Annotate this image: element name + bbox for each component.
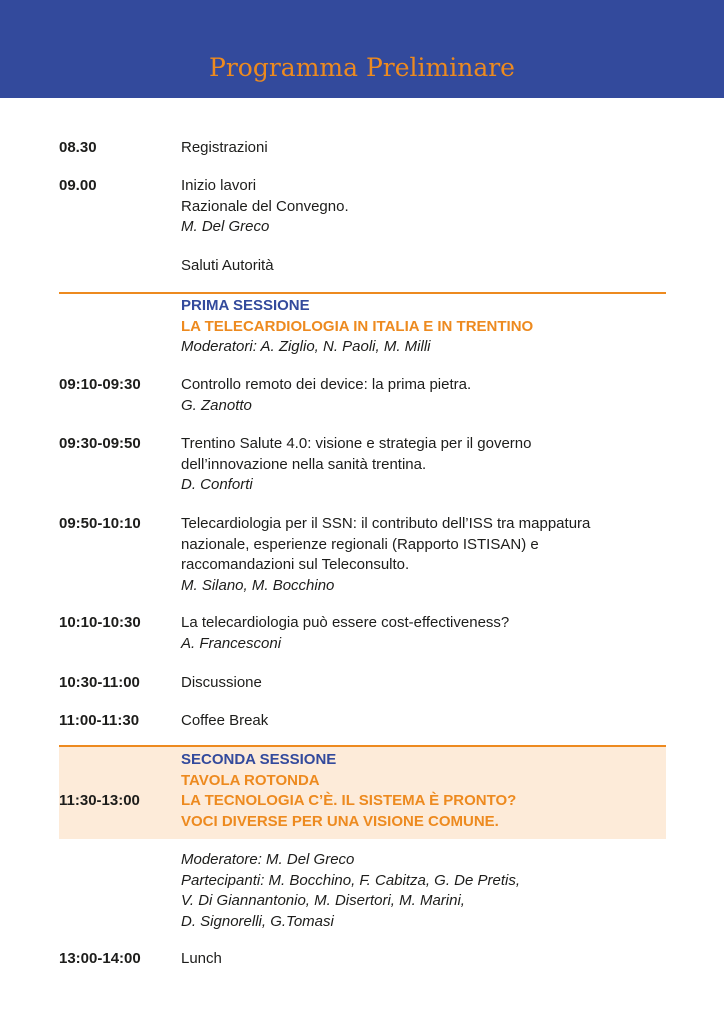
- moderators: Moderatori: A. Ziglio, N. Paoli, M. Milli: [181, 338, 431, 355]
- page-title: Programma Preliminare: [209, 53, 515, 82]
- session-label: PRIMA SESSIONE: [181, 297, 310, 314]
- item-title: Discussione: [181, 674, 262, 691]
- time-slot: 11:30-13:00: [59, 792, 140, 809]
- item-title: nazionale, esperienze regionali (Rapporto ISTISAN) e: [181, 535, 539, 553]
- time-slot: 09:50-10:10: [59, 515, 141, 532]
- item-title: raccomandazioni sul Teleconsulto.: [181, 556, 410, 573]
- item-title: La telecardiologia può essere cost-effectiveness?: [181, 614, 510, 631]
- header-banner: [0, 0, 724, 98]
- item-title: Coffee Break: [181, 712, 269, 729]
- time-slot: 08.30: [59, 139, 97, 156]
- time-slot: 09:10-09:30: [59, 376, 141, 393]
- item-title: Razionale del Convegno.: [181, 197, 349, 215]
- time-slot: 09.00: [59, 177, 97, 194]
- session-title: LA TECNOLOGIA C’È. IL SISTEMA È PRONTO?: [181, 792, 517, 809]
- moderators: Moderatore: M. Del Greco: [181, 851, 355, 868]
- item-title: Trentino Salute 4.0: visione e strategia per il governo: [181, 435, 532, 452]
- item-title: dell’innovazione nella sanità trentina.: [181, 455, 427, 473]
- time-slot: 10:30-11:00: [59, 674, 140, 691]
- participants: D. Signorelli, G.Tomasi: [181, 912, 334, 930]
- speaker: A. Francesconi: [181, 634, 282, 652]
- participants: V. Di Giannantonio, M. Disertori, M. Marini,: [181, 892, 465, 909]
- time-slot: 11:00-11:30: [59, 712, 140, 729]
- time-slot: 09:30-09:50: [59, 435, 141, 452]
- section-divider: [59, 292, 666, 294]
- session-title: LA TELECARDIOLOGIA IN ITALIA E IN TRENTINO: [181, 317, 534, 335]
- time-slot: 13:00-14:00: [59, 950, 141, 967]
- session-title: VOCI DIVERSE PER UNA VISIONE COMUNE.: [181, 812, 499, 830]
- item-title: Registrazioni: [181, 139, 268, 156]
- speaker: D. Conforti: [181, 476, 253, 493]
- item-title: Saluti Autorità: [181, 256, 274, 274]
- item-title: Lunch: [181, 950, 222, 967]
- speaker: M. Del Greco: [181, 218, 270, 235]
- item-title: Telecardiologia per il SSN: il contributo dell’ISS tra mappatura: [181, 515, 591, 532]
- item-title: Inizio lavori: [181, 177, 257, 194]
- session-title: TAVOLA ROTONDA: [181, 771, 320, 789]
- time-slot: 10:10-10:30: [59, 614, 141, 631]
- session-label: SECONDA SESSIONE: [181, 751, 337, 768]
- speaker: M. Silano, M. Bocchino: [181, 576, 335, 594]
- speaker: G. Zanotto: [181, 396, 252, 414]
- participants: Partecipanti: M. Bocchino, F. Cabitza, G. De Pretis,: [181, 871, 521, 889]
- item-title: Controllo remoto dei device: la prima pietra.: [181, 376, 472, 393]
